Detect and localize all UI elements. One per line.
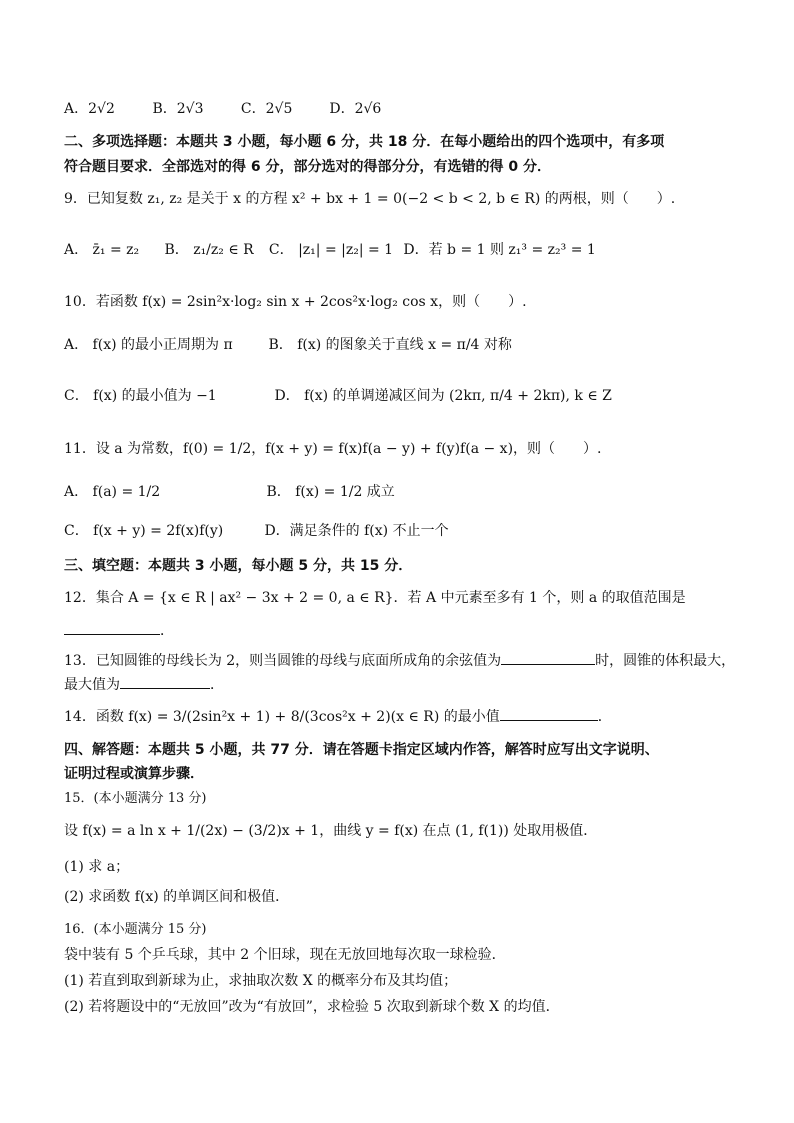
q12-answer-line: [64, 620, 738, 641]
section4-title-line1: 四、解答题：本题共 5 小题，共 77 分．请在答题卡指定区域内作答，解答时应写出文字说明、: [64, 742, 659, 758]
q13-part1: 13．已知圆锥的母线长为 2，则当圆锥的母线与底面所成角的余弦值为: [64, 653, 502, 669]
section3-title: 三、填空题：本题共 3 小题，每小题 5 分，共 15 分．: [64, 558, 413, 574]
q14-blank[interactable]: [500, 706, 598, 721]
q10-options-row1: [64, 335, 738, 355]
q12-answer-blank[interactable]: [64, 620, 160, 635]
q10-option-c: C． f(x) 的最小值为 −1: [64, 388, 217, 404]
section4-title-line2: 证明过程或演算步骤．: [64, 766, 204, 782]
q14-line: [64, 706, 738, 727]
q12-end: ．: [160, 623, 174, 639]
q13-end: ．: [210, 677, 224, 693]
q9-stem: 9．已知复数 z₁, z₂ 是关于 x 的方程 x² + bx + 1 = 0(−2 < b < 2, b ∈ R) 的两根，则（ ）.: [64, 191, 676, 207]
q12-stem: 12．集合 A = {x ∈ R | ax² − 3x + 2 = 0, a ∈ R}．若 A 中元素至多有 1 个，则 a 的取值范围是: [64, 590, 686, 606]
q15-part2: (2) 求函数 f(x) 的单调区间和极值．: [64, 889, 290, 905]
q16-part1: (1) 若直到取到新球为止，求抽取次数 X 的概率分布及其均值；: [64, 973, 458, 989]
q11-option-a: A． f(a) = 1/2: [64, 484, 161, 500]
section2-title-line2: 符合题目要求．全部选对的得 6 分，部分选对的得部分分，有选错的得 0 分．: [64, 159, 551, 175]
q9-option-c: C． |z₁| = |z₂| = 1: [268, 242, 394, 258]
q13-blank1[interactable]: [501, 650, 595, 665]
q10-option-b: B． f(x) 的图象关于直线 x = π/4 对称: [268, 337, 512, 353]
section2-title-line1: 二、多项选择题：本题共 3 小题，每小题 6 分，共 18 分．在每小题给出的四个选项中，有多项: [64, 134, 665, 150]
q10-option-d: D． f(x) 的单调递减区间为 (2kπ, π/4 + 2kπ), k ∈ Z: [274, 388, 612, 404]
q10-option-a: A． f(x) 的最小正周期为 π: [64, 337, 233, 353]
q15-header: 15．(本小题满分 13 分): [64, 791, 207, 806]
q10-options-row2: [64, 386, 738, 406]
q16-header: 16．(本小题满分 15 分): [64, 922, 207, 937]
q8-option-a: A．2√2: [64, 101, 115, 117]
q16-stem: 袋中装有 5 个乒乓球，其中 2 个旧球，现在无放回地每次取一球检验．: [64, 947, 506, 963]
q14-end: ．: [597, 709, 612, 725]
q11-option-b: B． f(x) = 1/2 成立: [266, 484, 395, 500]
q9-option-b: B． z₁/z₂ ∈ R: [164, 242, 254, 258]
q10-stem: 10．若函数 f(x) = 2sin²x·log₂ sin x + 2cos²x·log₂ cos x，则（ ）.: [64, 294, 527, 310]
q13-line1: [64, 650, 738, 671]
q8-option-b: B．2√3: [152, 101, 204, 117]
q16-part2: (2) 若将题设中的“无放回”改为“有放回”，求检验 5 次取到新球个数 X 的均值．: [64, 999, 560, 1015]
q8-option-d: D．2√6: [329, 101, 382, 117]
q13-part2: 时，圆锥的体积最大，: [595, 653, 736, 669]
q9-option-a: A． z̄₁ = z₂: [64, 242, 140, 258]
q11-option-d: D．满足条件的 f(x) 不止一个: [264, 523, 449, 539]
q9-options: [64, 240, 738, 260]
q11-options-row2: [64, 521, 738, 541]
q13-blank2[interactable]: [120, 674, 210, 689]
q15-stem: 设 f(x) = a ln x + 1/(2x) − (3/2)x + 1，曲线 y = f(x) 在点 (1, f(1)) 处取用极值．: [64, 823, 598, 839]
q8-option-c: C．2√5: [240, 101, 293, 117]
q15-part1: (1) 求 a；: [64, 859, 130, 875]
q11-stem: 11．设 a 为常数，f(0) = 1/2，f(x + y) = f(x)f(a − y) + f(y)f(a − x)，则（ ）.: [64, 441, 602, 457]
q8-options: [64, 99, 738, 119]
q14-stem: 14．函数 f(x) = 3/(2sin²x + 1) + 8/(3cos²x + 2)(x ∈ R) 的最小值: [64, 709, 500, 725]
q11-options-row1: [64, 482, 738, 502]
q13-part3: 最大值为: [64, 677, 120, 693]
q9-option-d: D．若 b = 1 则 z₁³ = z₂³ = 1: [403, 242, 596, 258]
q13-line2: [64, 674, 738, 695]
q11-option-c: C． f(x + y) = 2f(x)f(y): [64, 523, 224, 539]
